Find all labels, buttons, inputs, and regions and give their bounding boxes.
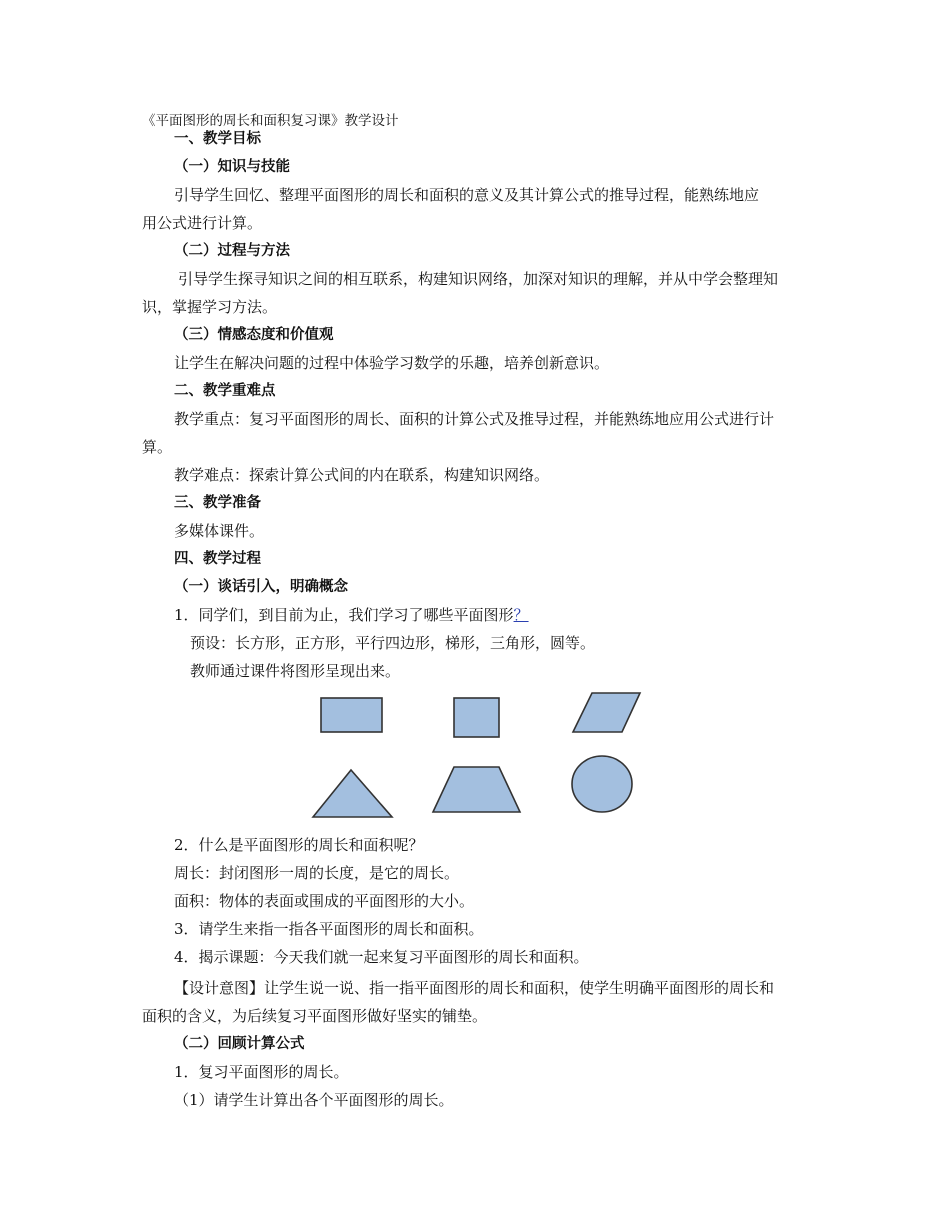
list-item-1-text: 1．同学们，到目前为止，我们学习了哪些平面图形 <box>174 606 514 624</box>
document-title: 《平面图形的周长和面积复习课》教学设计 <box>142 113 399 129</box>
paragraph-knowledge-line2: 用公式进行计算。 <box>142 214 263 232</box>
plane-shapes-figure <box>300 685 650 825</box>
paragraph-preparation: 多媒体课件。 <box>174 522 265 540</box>
paragraph-perimeter-definition: 周长：封闭图形一周的长度，是它的周长。 <box>174 864 460 882</box>
paragraph-key-point-line1: 教学重点：复习平面图形的周长、面积的计算公式及推导过程，并能熟练地应用公式进行计 <box>174 410 775 428</box>
list-item-2: 2．什么是平面图形的周长和面积呢？ <box>174 836 424 854</box>
trapezoid-shape <box>433 767 520 812</box>
heading-review-formulas: （二）回顾计算公式 <box>174 1036 305 1052</box>
list-item-4: 4．揭示课题：今天我们就一起来复习平面图形的周长和面积。 <box>174 948 589 966</box>
parallelogram-shape <box>573 693 640 732</box>
heading-objectives: 一、教学目标 <box>174 131 261 147</box>
question-mark-link[interactable]: ？ <box>513 606 529 624</box>
paragraph-process-line1: 引导学生探寻知识之间的相互联系，构建知识网络，加深对知识的理解，并从中学会整理知 <box>178 270 779 288</box>
heading-key-difficult-points: 二、教学重难点 <box>174 383 276 399</box>
paragraph-area-definition: 面积：物体的表面或围成的平面图形的大小。 <box>174 892 475 910</box>
heading-knowledge-skills: （一）知识与技能 <box>174 159 290 175</box>
square-shape <box>454 698 499 737</box>
triangle-shape <box>313 770 392 817</box>
paragraph-teacher-presents: 教师通过课件将图形呈现出来。 <box>190 662 401 680</box>
paragraph-difficult-point: 教学难点：探索计算公式间的内在联系，构建知识网络。 <box>174 466 550 484</box>
sub-item-1: 1．复习平面图形的周长。 <box>174 1063 349 1081</box>
paragraph-attitude: 让学生在解决问题的过程中体验学习数学的乐趣，培养创新意识。 <box>174 354 610 372</box>
heading-teaching-process: 四、教学过程 <box>174 551 261 567</box>
paragraph-process-line2: 识，掌握学习方法。 <box>142 298 278 316</box>
sub-item-1-1: （1）请学生计算出各个平面图形的周长。 <box>174 1091 454 1109</box>
list-item-1 <box>174 605 529 625</box>
paragraph-design-intent-line1: 【设计意图】让学生说一说、指一指平面图形的周长和面积，使学生明确平面图形的周长和 <box>174 979 775 997</box>
list-item-3: 3．请学生来指一指各平面图形的周长和面积。 <box>174 920 484 938</box>
heading-introduction: （一）谈话引入，明确概念 <box>174 579 348 595</box>
heading-attitude-values: （三）情感态度和价值观 <box>174 327 334 343</box>
paragraph-preset: 预设：长方形，正方形，平行四边形，梯形，三角形，圆等。 <box>190 634 596 652</box>
heading-process-methods: （二）过程与方法 <box>174 243 290 259</box>
paragraph-design-intent-line2: 面积的含义，为后续复习平面图形做好坚实的铺垫。 <box>142 1007 488 1025</box>
circle-shape <box>572 756 632 812</box>
heading-preparation: 三、教学准备 <box>174 495 261 511</box>
rectangle-shape <box>321 698 382 732</box>
paragraph-key-point-line2: 算。 <box>142 438 173 456</box>
paragraph-knowledge-line1: 引导学生回忆、整理平面图形的周长和面积的意义及其计算公式的推导过程，能熟练地应 <box>174 186 760 204</box>
